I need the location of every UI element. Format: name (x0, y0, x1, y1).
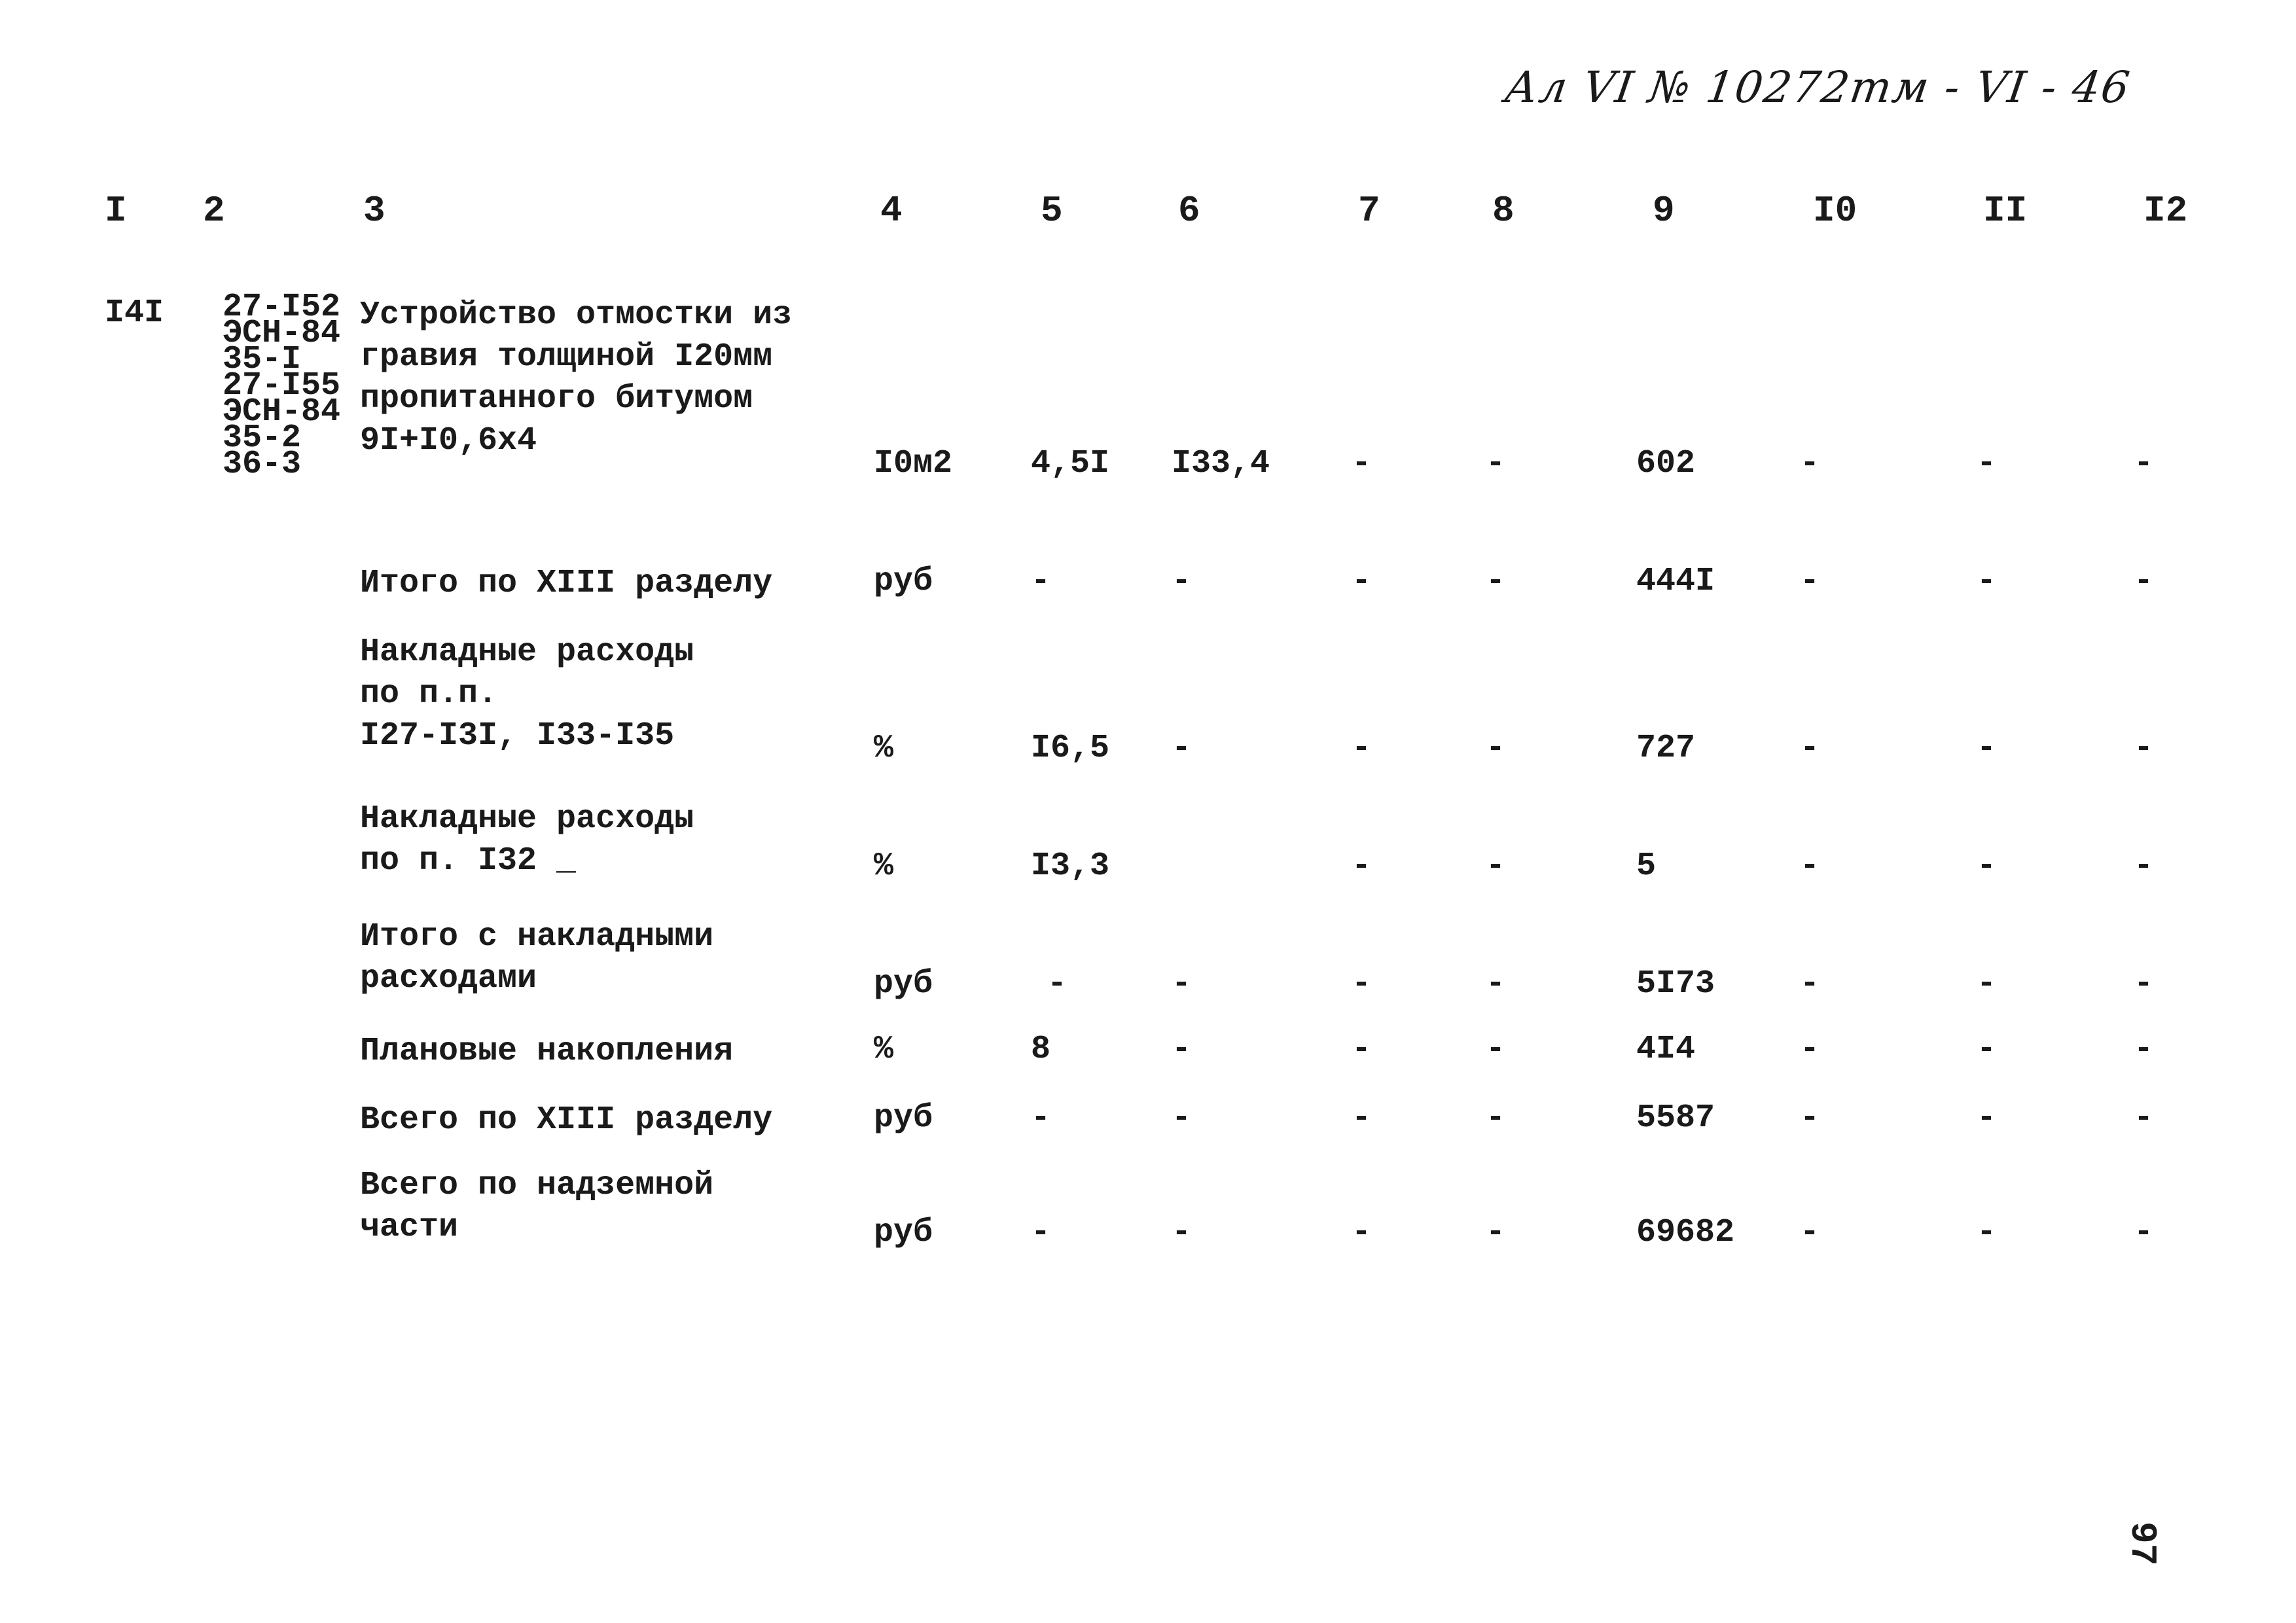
col11-cell: - (1977, 563, 1997, 600)
col11-cell: - (1977, 1214, 1997, 1251)
col6-cell: - (1172, 563, 1192, 600)
col10-cell: - (1800, 730, 1820, 767)
col8-cell: - (1486, 965, 1506, 1003)
desc-line: Итого по XIII разделу (360, 565, 773, 602)
col6-cell: - (1172, 1031, 1192, 1068)
desc-line: по п. I32 _ (360, 842, 577, 880)
col11-cell: - (1977, 730, 1997, 767)
col8-cell: - (1486, 445, 1506, 482)
col-header-5: 5 (1041, 190, 1063, 232)
col-header-11: II (1983, 190, 2028, 232)
col-header-10: I0 (1813, 190, 1857, 232)
col5-cell: - (1031, 563, 1051, 600)
col6-cell: I33,4 (1172, 445, 1270, 482)
document-reference: Ал VI № 10272тм - VI - 46 (1501, 62, 2134, 113)
col10-cell: - (1800, 563, 1820, 600)
col12-cell: - (2134, 563, 2154, 600)
col5-cell: 4,5I (1031, 445, 1110, 482)
col6-cell: - (1172, 1099, 1192, 1137)
col-header-9: 9 (1653, 190, 1675, 232)
col-header-7: 7 (1358, 190, 1380, 232)
desc-line: гравия толщиной I20мм (360, 338, 773, 376)
col5-cell: I6,5 (1031, 730, 1110, 767)
col9-cell: 5587 (1636, 1099, 1715, 1137)
col10-cell: - (1800, 445, 1820, 482)
col9-cell: 444I (1636, 563, 1715, 600)
col9-cell: 727 (1636, 730, 1696, 767)
col7-cell: - (1352, 847, 1372, 885)
col9-cell: 69682 (1636, 1214, 1735, 1251)
summary-description (360, 1165, 713, 1249)
unit-cell: I0м2 (874, 445, 953, 482)
col12-cell: - (2134, 847, 2154, 885)
summary-description (360, 1031, 733, 1073)
col7-cell: - (1352, 563, 1372, 600)
col8-cell: - (1486, 730, 1506, 767)
work-description (360, 294, 792, 462)
norm-code: 35-2 (223, 419, 302, 457)
col9-cell: 602 (1636, 445, 1696, 482)
col5-cell: - (1047, 965, 1067, 1003)
norm-code: 27-I52 (223, 289, 341, 326)
col5-cell: I3,3 (1031, 847, 1110, 885)
col12-cell: - (2134, 730, 2154, 767)
col7-cell: - (1352, 730, 1372, 767)
col-header-3: 3 (363, 190, 386, 232)
col9-cell: 4I4 (1636, 1031, 1696, 1068)
norm-code: 35-I (223, 341, 302, 378)
col5-cell: 8 (1031, 1031, 1051, 1068)
col8-cell: - (1486, 563, 1506, 600)
col11-cell: - (1977, 1099, 1997, 1137)
col12-cell: - (2134, 1031, 2154, 1068)
summary-description (360, 1099, 772, 1141)
col6-cell: - (1172, 730, 1192, 767)
col-header-8: 8 (1492, 190, 1515, 232)
col12-cell: - (2134, 445, 2154, 482)
unit-cell: руб (874, 1099, 933, 1137)
col10-cell: - (1800, 1099, 1820, 1137)
col-header-4: 4 (880, 190, 903, 232)
col8-cell: - (1486, 1099, 1506, 1137)
col-header-12: I2 (2144, 190, 2188, 232)
col5-cell: - (1031, 1214, 1051, 1251)
summary-description (360, 632, 694, 757)
col6-cell: - (1172, 1214, 1192, 1251)
norm-code: 27-I55 (223, 367, 341, 404)
summary-description (360, 916, 713, 1000)
col-header-1: I (105, 190, 127, 232)
col7-cell: - (1352, 445, 1372, 482)
norm-code: ЭСН-84 (223, 315, 341, 352)
col12-cell: - (2134, 1099, 2154, 1137)
col6-cell: - (1172, 965, 1192, 1003)
desc-line: Плановые накопления (360, 1033, 734, 1070)
desc-line: расходами (360, 960, 537, 997)
unit-cell: % (874, 730, 894, 767)
col7-cell: - (1352, 1214, 1372, 1251)
desc-line: пропитанного битумом (360, 380, 753, 418)
desc-line: по п.п. (360, 675, 498, 713)
col12-cell: - (2134, 965, 2154, 1003)
col9-cell: 5 (1636, 847, 1657, 885)
unit-cell: руб (874, 965, 933, 1003)
col7-cell: - (1352, 1031, 1372, 1068)
desc-line: части (360, 1209, 459, 1246)
col-header-6: 6 (1178, 190, 1200, 232)
desc-line: Итого с накладными (360, 918, 714, 955)
desc-line: Всего по надземной (360, 1167, 714, 1204)
norm-code: ЭСН-84 (223, 393, 341, 431)
col8-cell: - (1486, 1214, 1506, 1251)
col10-cell: - (1800, 1214, 1820, 1251)
norm-codes (223, 289, 341, 483)
col10-cell: - (1800, 847, 1820, 885)
page-number: 97 (2121, 1522, 2163, 1566)
desc-line: Накладные расходы (360, 633, 694, 671)
col11-cell: - (1977, 1031, 1997, 1068)
unit-cell: % (874, 1031, 894, 1068)
col-header-2: 2 (203, 190, 225, 232)
unit-cell: руб (874, 1214, 933, 1251)
desc-line: Накладные расходы (360, 800, 694, 838)
norm-code: 36-3 (223, 446, 302, 483)
col8-cell: - (1486, 847, 1506, 885)
col8-cell: - (1486, 1031, 1506, 1068)
desc-line: Всего по XIII разделу (360, 1101, 773, 1139)
col7-cell: - (1352, 1099, 1372, 1137)
col11-cell: - (1977, 445, 1997, 482)
col11-cell: - (1977, 965, 1997, 1003)
desc-line: I27-I3I, I33-I35 (360, 717, 675, 755)
col10-cell: - (1800, 1031, 1820, 1068)
row-number: I4I (105, 294, 164, 332)
col11-cell: - (1977, 847, 1997, 885)
unit-cell: % (874, 847, 894, 885)
col12-cell: - (2134, 1214, 2154, 1251)
summary-description (360, 798, 694, 882)
col7-cell: - (1352, 965, 1372, 1003)
col9-cell: 5I73 (1636, 965, 1715, 1003)
col5-cell: - (1031, 1099, 1051, 1137)
desc-line: Устройство отмостки из (360, 296, 793, 334)
unit-cell: руб (874, 563, 933, 600)
col10-cell: - (1800, 965, 1820, 1003)
summary-description (360, 563, 772, 605)
desc-line: 9I+I0,6х4 (360, 422, 537, 459)
